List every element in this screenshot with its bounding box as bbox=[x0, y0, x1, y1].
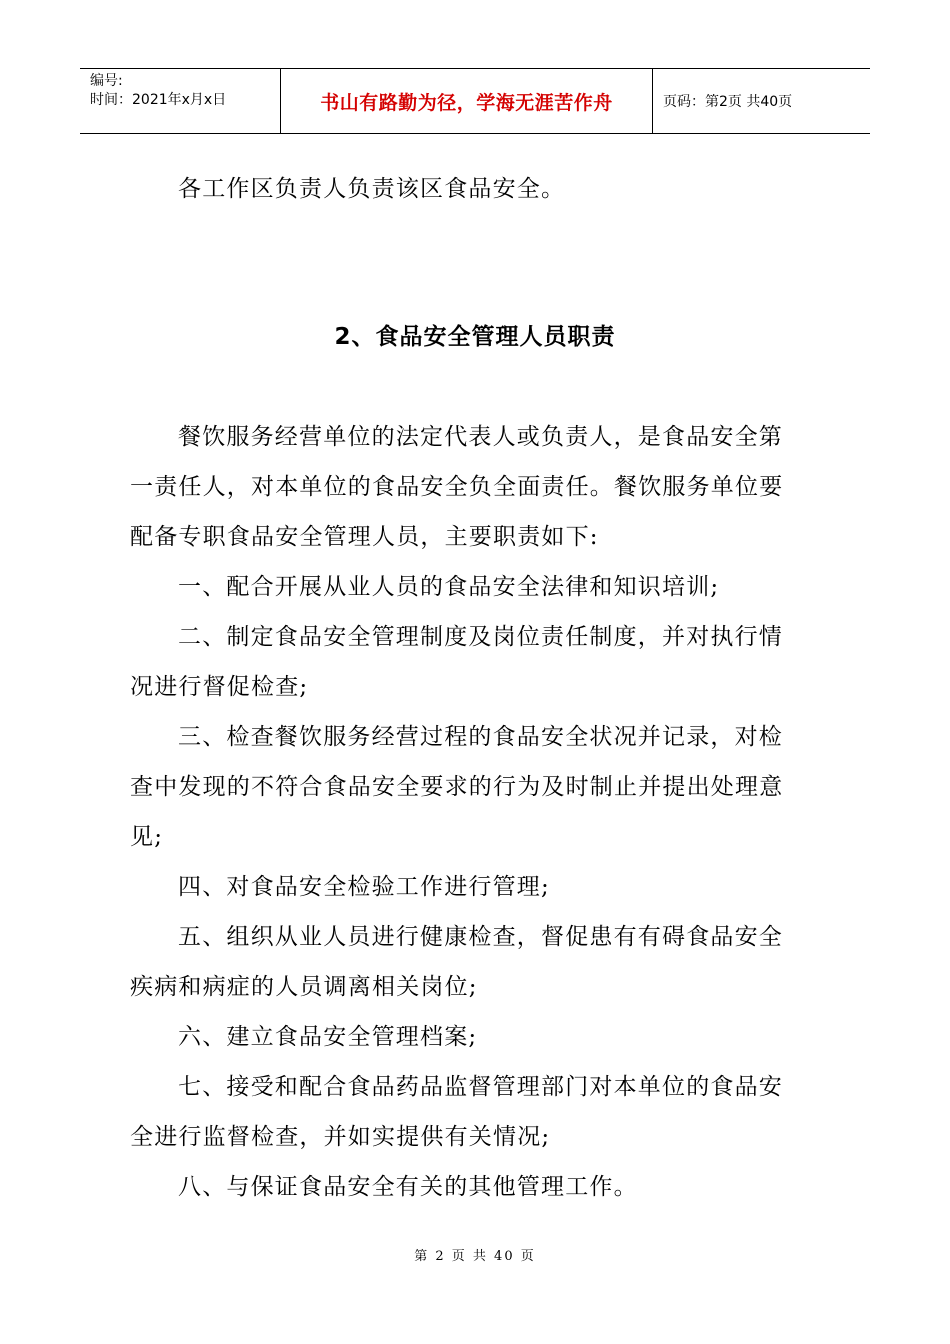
intro-paragraph: 各工作区负责人负责该区食品安全。 bbox=[178, 176, 566, 202]
list-item-continuation: 况进行督促检查; bbox=[130, 674, 309, 700]
paragraph-line: 餐饮服务经营单位的法定代表人或负责人，是食品安全第 bbox=[178, 424, 783, 450]
list-item: 八、与保证食品安全有关的其他管理工作。 bbox=[178, 1174, 638, 1200]
list-item-continuation: 见; bbox=[130, 824, 164, 850]
list-item: 六、建立食品安全管理档案; bbox=[178, 1024, 478, 1050]
section-title: 2、食品安全管理人员职责 bbox=[334, 324, 616, 350]
list-item: 四、对食品安全检验工作进行管理; bbox=[178, 874, 550, 900]
document-number: 编号: bbox=[90, 73, 123, 89]
document-date: 时间：2021年x月x日 bbox=[90, 92, 227, 108]
page-footer: 第 2 页 共 40 页 bbox=[414, 1249, 536, 1264]
paragraph-line: 一责任人，对本单位的食品安全负全面责任。餐饮服务单位要 bbox=[130, 474, 784, 500]
list-item: 二、制定食品安全管理制度及岗位责任制度，并对执行情 bbox=[178, 624, 783, 650]
header-page-info: 页码：第2页 共40页 bbox=[663, 94, 793, 110]
paragraph-line: 配备专职食品安全管理人员，主要职责如下: bbox=[130, 524, 599, 550]
list-item-continuation: 查中发现的不符合食品安全要求的行为及时制止并提出处理意 bbox=[130, 774, 784, 800]
header-meta bbox=[80, 69, 281, 133]
list-item: 一、配合开展从业人员的食品安全法律和知识培训; bbox=[178, 574, 720, 600]
list-item-continuation: 全进行监督检查，并如实提供有关情况; bbox=[130, 1124, 551, 1150]
list-item: 七、接受和配合食品药品监督管理部门对本单位的食品安 bbox=[178, 1074, 783, 1100]
list-item-continuation: 疾病和病症的人员调离相关岗位; bbox=[130, 974, 478, 1000]
list-item: 三、检查餐饮服务经营过程的食品安全状况并记录，对检 bbox=[178, 724, 783, 750]
header-motto: 书山有路勤为径，学海无涯苦作舟 bbox=[281, 69, 653, 133]
list-item: 五、组织从业人员进行健康检查，督促患有有碍食品安全 bbox=[178, 924, 783, 950]
page-header bbox=[80, 68, 870, 134]
